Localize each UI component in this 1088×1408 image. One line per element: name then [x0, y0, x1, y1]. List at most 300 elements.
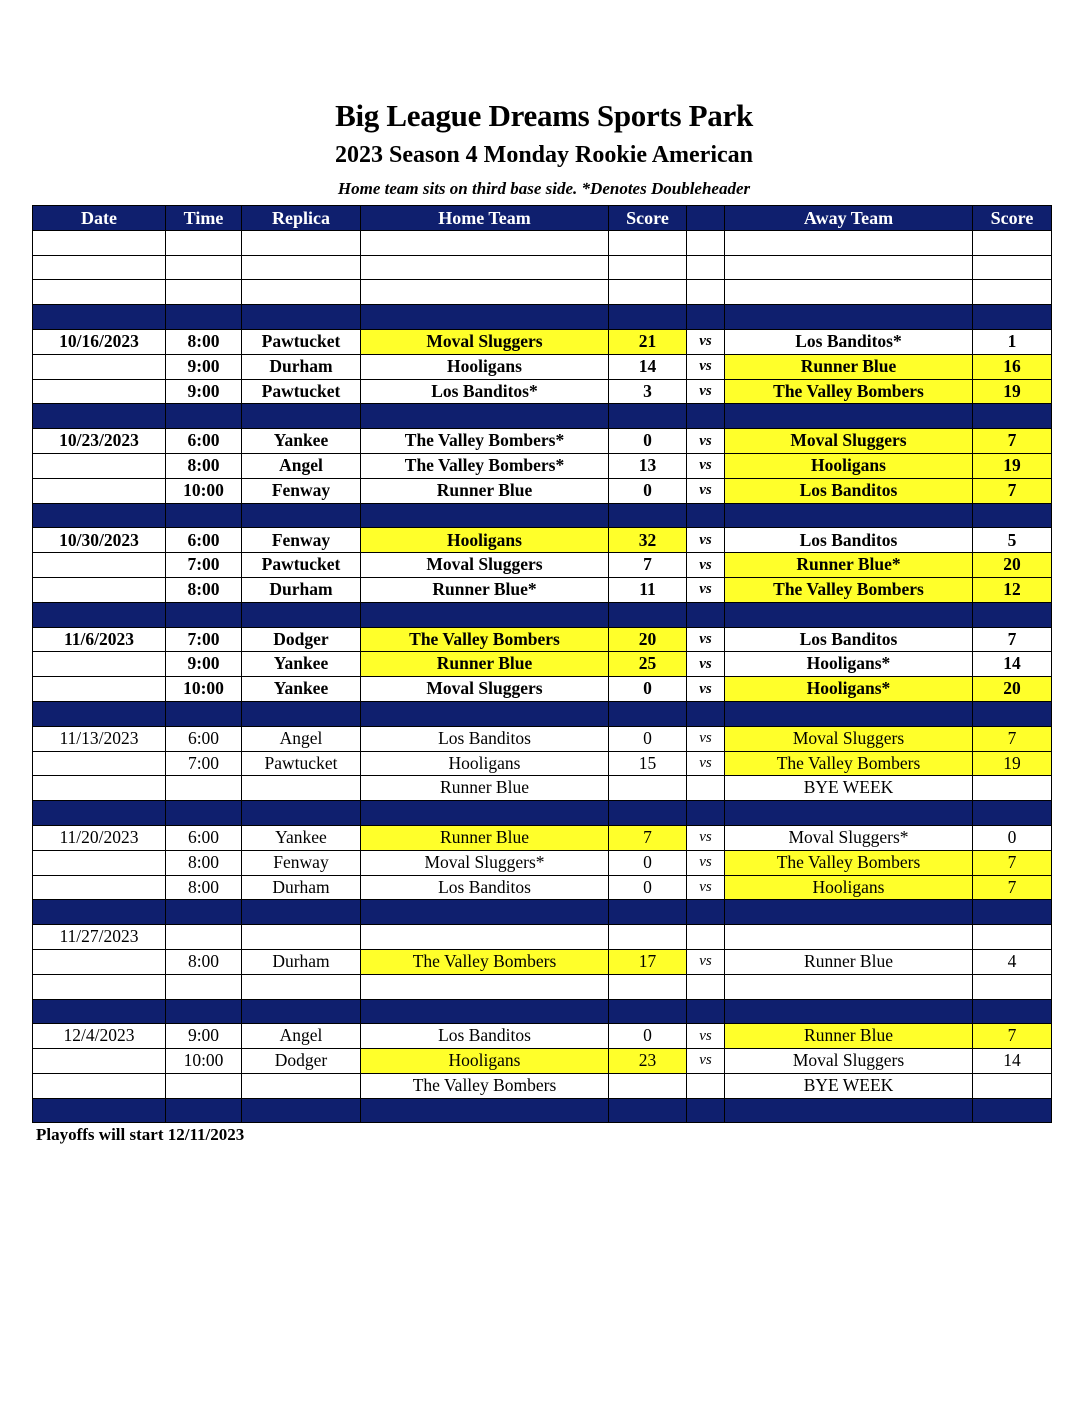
home-team-cell: Los Banditos	[361, 726, 609, 751]
home-team-cell: Hooligans	[361, 354, 609, 379]
col-replica: Replica	[242, 206, 361, 231]
game-row	[33, 1024, 1052, 1049]
away-score-cell: 19	[973, 453, 1052, 478]
time-cell: 8:00	[166, 577, 242, 602]
col-time: Time	[166, 206, 242, 231]
away-team-cell: BYE WEEK	[725, 1073, 973, 1098]
home-team-cell	[361, 255, 609, 280]
vs-cell	[687, 776, 725, 801]
replica-cell: Yankee	[242, 652, 361, 677]
vs-cell	[687, 230, 725, 255]
home-team-cell: Hooligans	[361, 751, 609, 776]
away-team-cell: Runner Blue	[725, 354, 973, 379]
away-score-cell: 12	[973, 577, 1052, 602]
vs-cell: vs	[687, 453, 725, 478]
replica-cell	[242, 280, 361, 305]
home-team-cell	[361, 925, 609, 950]
home-score-cell: 32	[609, 528, 687, 553]
date-cell: 10/16/2023	[33, 329, 166, 354]
col-away-score: Score	[973, 206, 1052, 231]
blank-row	[33, 280, 1052, 305]
replica-cell: Angel	[242, 453, 361, 478]
away-score-cell: 7	[973, 1024, 1052, 1049]
replica-cell: Pawtucket	[242, 751, 361, 776]
vs-cell	[687, 925, 725, 950]
time-cell	[166, 1073, 242, 1098]
home-team-cell: Moval Sluggers*	[361, 850, 609, 875]
date-cell	[33, 404, 166, 429]
home-score-cell	[609, 602, 687, 627]
away-score-cell: 1	[973, 329, 1052, 354]
replica-cell: Fenway	[242, 478, 361, 503]
replica-cell: Yankee	[242, 677, 361, 702]
game-row	[33, 677, 1052, 702]
date-cell	[33, 875, 166, 900]
home-score-cell	[609, 701, 687, 726]
vs-cell	[687, 900, 725, 925]
away-team-cell: Los Banditos	[725, 478, 973, 503]
time-cell	[166, 1098, 242, 1123]
date-cell	[33, 677, 166, 702]
page-subtitle: 2023 Season 4 Monday Rookie American	[334, 142, 753, 168]
date-cell	[33, 949, 166, 974]
home-score-cell: 25	[609, 652, 687, 677]
game-row	[33, 751, 1052, 776]
vs-cell: vs	[687, 1049, 725, 1074]
away-score-cell: 20	[973, 677, 1052, 702]
time-cell: 9:00	[166, 379, 242, 404]
replica-cell	[242, 925, 361, 950]
away-score-cell	[973, 974, 1052, 999]
date-cell	[33, 776, 166, 801]
replica-cell	[242, 230, 361, 255]
home-score-cell: 0	[609, 875, 687, 900]
time-cell: 6:00	[166, 429, 242, 454]
away-score-cell: 19	[973, 379, 1052, 404]
week-separator-row	[33, 305, 1052, 330]
game-row	[33, 1049, 1052, 1074]
away-team-cell: Los Banditos	[725, 627, 973, 652]
date-cell	[33, 652, 166, 677]
away-team-cell	[725, 925, 973, 950]
home-team-cell: The Valley Bombers	[361, 1073, 609, 1098]
away-team-cell: Runner Blue	[725, 1024, 973, 1049]
away-team-cell: Los Banditos	[725, 528, 973, 553]
time-cell: 6:00	[166, 726, 242, 751]
away-team-cell	[725, 280, 973, 305]
away-score-cell	[973, 305, 1052, 330]
date-cell	[33, 850, 166, 875]
away-score-cell	[973, 1073, 1052, 1098]
date-cell	[33, 280, 166, 305]
replica-cell	[242, 404, 361, 429]
home-team-cell: Los Banditos	[361, 1024, 609, 1049]
home-score-cell: 23	[609, 1049, 687, 1074]
game-row	[33, 925, 1052, 950]
time-cell: 8:00	[166, 453, 242, 478]
away-team-cell	[725, 305, 973, 330]
away-team-cell	[725, 900, 973, 925]
away-team-cell	[725, 503, 973, 528]
time-cell: 10:00	[166, 478, 242, 503]
vs-cell: vs	[687, 949, 725, 974]
date-cell	[33, 900, 166, 925]
date-cell: 12/4/2023	[33, 1024, 166, 1049]
playoffs-note: Playoffs will start 12/11/2023	[36, 1125, 245, 1144]
date-cell	[33, 751, 166, 776]
away-team-cell: Moval Sluggers	[725, 726, 973, 751]
time-cell	[166, 503, 242, 528]
replica-cell: Durham	[242, 875, 361, 900]
away-score-cell	[973, 503, 1052, 528]
away-team-cell	[725, 404, 973, 429]
home-team-cell: Runner Blue	[361, 776, 609, 801]
vs-cell	[687, 999, 725, 1024]
home-team-cell: The Valley Bombers	[361, 949, 609, 974]
home-team-cell	[361, 999, 609, 1024]
away-score-cell: 4	[973, 949, 1052, 974]
replica-cell: Durham	[242, 354, 361, 379]
time-cell: 9:00	[166, 354, 242, 379]
home-score-cell: 0	[609, 1024, 687, 1049]
replica-cell	[242, 1098, 361, 1123]
replica-cell	[242, 701, 361, 726]
vs-cell	[687, 1098, 725, 1123]
header-row	[33, 206, 1052, 231]
time-cell	[166, 925, 242, 950]
game-row	[33, 825, 1052, 850]
home-score-cell	[609, 1098, 687, 1123]
away-team-cell	[725, 255, 973, 280]
date-cell	[33, 1098, 166, 1123]
home-score-cell: 7	[609, 825, 687, 850]
date-cell	[33, 255, 166, 280]
vs-cell	[687, 503, 725, 528]
away-score-cell: 14	[973, 652, 1052, 677]
away-team-cell: The Valley Bombers	[725, 850, 973, 875]
away-score-cell: 7	[973, 429, 1052, 454]
vs-cell: vs	[687, 627, 725, 652]
away-score-cell: 14	[973, 1049, 1052, 1074]
date-cell: 11/13/2023	[33, 726, 166, 751]
replica-cell: Dodger	[242, 627, 361, 652]
col-date: Date	[33, 206, 166, 231]
page-title: Big League Dreams Sports Park	[335, 98, 753, 133]
home-team-cell	[361, 900, 609, 925]
away-score-cell: 0	[973, 825, 1052, 850]
home-team-cell	[361, 305, 609, 330]
replica-cell	[242, 503, 361, 528]
replica-cell: Yankee	[242, 429, 361, 454]
date-cell: 11/6/2023	[33, 627, 166, 652]
home-team-cell: Moval Sluggers	[361, 553, 609, 578]
game-row	[33, 528, 1052, 553]
away-team-cell: Hooligans	[725, 875, 973, 900]
replica-cell	[242, 602, 361, 627]
week-separator-row	[33, 1098, 1052, 1123]
home-team-cell: Runner Blue	[361, 478, 609, 503]
home-score-cell: 0	[609, 726, 687, 751]
home-team-cell: Hooligans	[361, 528, 609, 553]
home-score-cell	[609, 925, 687, 950]
date-cell	[33, 453, 166, 478]
away-team-cell: Runner Blue	[725, 949, 973, 974]
replica-cell: Angel	[242, 1024, 361, 1049]
away-score-cell	[973, 801, 1052, 826]
replica-cell: Pawtucket	[242, 553, 361, 578]
vs-cell: vs	[687, 875, 725, 900]
home-score-cell	[609, 900, 687, 925]
date-cell	[33, 379, 166, 404]
game-row	[33, 379, 1052, 404]
away-team-cell: The Valley Bombers	[725, 379, 973, 404]
time-cell	[166, 255, 242, 280]
date-cell	[33, 305, 166, 330]
away-score-cell: 19	[973, 751, 1052, 776]
away-team-cell: Hooligans*	[725, 652, 973, 677]
home-team-cell	[361, 404, 609, 429]
home-team-cell: The Valley Bombers	[361, 627, 609, 652]
replica-cell	[242, 776, 361, 801]
time-cell	[166, 776, 242, 801]
date-cell	[33, 577, 166, 602]
away-score-cell	[973, 255, 1052, 280]
home-score-cell: 11	[609, 577, 687, 602]
home-team-cell	[361, 701, 609, 726]
home-score-cell	[609, 255, 687, 280]
replica-cell: Pawtucket	[242, 329, 361, 354]
away-team-cell: BYE WEEK	[725, 776, 973, 801]
home-score-cell: 20	[609, 627, 687, 652]
replica-cell: Durham	[242, 577, 361, 602]
home-team-cell: Runner Blue*	[361, 577, 609, 602]
home-team-cell: Moval Sluggers	[361, 329, 609, 354]
away-score-cell	[973, 280, 1052, 305]
home-team-cell	[361, 280, 609, 305]
away-score-cell	[973, 1098, 1052, 1123]
vs-cell	[687, 280, 725, 305]
replica-cell: Durham	[242, 949, 361, 974]
away-team-cell: The Valley Bombers	[725, 577, 973, 602]
week-separator-row	[33, 404, 1052, 429]
replica-cell: Fenway	[242, 850, 361, 875]
time-cell: 8:00	[166, 949, 242, 974]
week-separator-row	[33, 801, 1052, 826]
away-score-cell	[973, 602, 1052, 627]
away-score-cell: 20	[973, 553, 1052, 578]
col-home-team: Home Team	[361, 206, 609, 231]
home-team-cell: Los Banditos*	[361, 379, 609, 404]
date-cell	[33, 503, 166, 528]
vs-cell: vs	[687, 751, 725, 776]
game-row	[33, 577, 1052, 602]
date-cell: 11/20/2023	[33, 825, 166, 850]
time-cell: 9:00	[166, 652, 242, 677]
away-score-cell: 5	[973, 528, 1052, 553]
replica-cell: Pawtucket	[242, 379, 361, 404]
home-score-cell: 0	[609, 850, 687, 875]
home-score-cell	[609, 974, 687, 999]
vs-cell: vs	[687, 825, 725, 850]
col-away-team: Away Team	[725, 206, 973, 231]
home-score-cell: 0	[609, 429, 687, 454]
time-cell: 6:00	[166, 528, 242, 553]
home-team-cell: The Valley Bombers*	[361, 429, 609, 454]
home-score-cell	[609, 230, 687, 255]
blank-row	[33, 230, 1052, 255]
vs-cell: vs	[687, 329, 725, 354]
date-cell: 10/23/2023	[33, 429, 166, 454]
away-team-cell	[725, 801, 973, 826]
date-cell	[33, 354, 166, 379]
time-cell	[166, 999, 242, 1024]
home-team-cell	[361, 602, 609, 627]
time-cell: 6:00	[166, 825, 242, 850]
game-row	[33, 553, 1052, 578]
time-cell	[166, 701, 242, 726]
time-cell	[166, 900, 242, 925]
date-cell: 11/27/2023	[33, 925, 166, 950]
home-score-cell: 0	[609, 478, 687, 503]
time-cell: 10:00	[166, 1049, 242, 1074]
time-cell	[166, 305, 242, 330]
home-score-cell: 7	[609, 553, 687, 578]
time-cell	[166, 801, 242, 826]
date-cell	[33, 974, 166, 999]
schedule-table	[32, 205, 1052, 1123]
away-score-cell: 16	[973, 354, 1052, 379]
away-score-cell	[973, 925, 1052, 950]
home-team-cell: Los Banditos	[361, 875, 609, 900]
home-score-cell: 17	[609, 949, 687, 974]
home-team-cell	[361, 974, 609, 999]
away-team-cell: Moval Sluggers	[725, 429, 973, 454]
date-cell	[33, 1073, 166, 1098]
time-cell	[166, 230, 242, 255]
time-cell: 7:00	[166, 627, 242, 652]
home-team-cell: The Valley Bombers*	[361, 453, 609, 478]
vs-cell: vs	[687, 528, 725, 553]
vs-cell: vs	[687, 652, 725, 677]
home-score-cell: 15	[609, 751, 687, 776]
vs-cell: vs	[687, 379, 725, 404]
vs-cell	[687, 602, 725, 627]
time-cell: 7:00	[166, 553, 242, 578]
replica-cell	[242, 801, 361, 826]
replica-cell	[242, 1073, 361, 1098]
home-score-cell	[609, 801, 687, 826]
time-cell: 8:00	[166, 850, 242, 875]
vs-cell	[687, 701, 725, 726]
home-team-cell	[361, 801, 609, 826]
date-cell	[33, 478, 166, 503]
date-cell	[33, 230, 166, 255]
away-score-cell: 7	[973, 726, 1052, 751]
home-score-cell: 0	[609, 677, 687, 702]
game-row	[33, 429, 1052, 454]
time-cell	[166, 280, 242, 305]
week-separator-row	[33, 900, 1052, 925]
away-score-cell	[973, 999, 1052, 1024]
date-cell	[33, 602, 166, 627]
date-cell	[33, 999, 166, 1024]
date-cell	[33, 701, 166, 726]
home-team-cell	[361, 503, 609, 528]
replica-cell	[242, 255, 361, 280]
vs-cell	[687, 305, 725, 330]
date-cell	[33, 801, 166, 826]
date-cell	[33, 553, 166, 578]
home-score-cell	[609, 999, 687, 1024]
time-cell	[166, 602, 242, 627]
away-team-cell	[725, 974, 973, 999]
vs-cell: vs	[687, 553, 725, 578]
time-cell: 9:00	[166, 1024, 242, 1049]
home-score-cell	[609, 1073, 687, 1098]
time-cell	[166, 404, 242, 429]
time-cell: 8:00	[166, 875, 242, 900]
home-score-cell: 3	[609, 379, 687, 404]
blank-row	[33, 255, 1052, 280]
game-row	[33, 1073, 1052, 1098]
game-row	[33, 627, 1052, 652]
home-team-cell: Moval Sluggers	[361, 677, 609, 702]
vs-cell	[687, 974, 725, 999]
replica-cell: Dodger	[242, 1049, 361, 1074]
game-row	[33, 354, 1052, 379]
away-team-cell: Hooligans	[725, 453, 973, 478]
vs-cell	[687, 801, 725, 826]
away-team-cell: Los Banditos*	[725, 329, 973, 354]
away-team-cell: The Valley Bombers	[725, 751, 973, 776]
game-row	[33, 875, 1052, 900]
time-cell: 10:00	[166, 677, 242, 702]
time-cell	[166, 974, 242, 999]
away-score-cell	[973, 776, 1052, 801]
home-score-cell	[609, 305, 687, 330]
game-row	[33, 453, 1052, 478]
home-team-cell: Hooligans	[361, 1049, 609, 1074]
blank-row	[33, 974, 1052, 999]
date-cell	[33, 1049, 166, 1074]
away-team-cell	[725, 999, 973, 1024]
vs-cell: vs	[687, 577, 725, 602]
vs-cell: vs	[687, 478, 725, 503]
schedule-body	[33, 230, 1052, 1123]
vs-cell: vs	[687, 1024, 725, 1049]
away-score-cell: 7	[973, 850, 1052, 875]
away-score-cell: 7	[973, 478, 1052, 503]
week-separator-row	[33, 701, 1052, 726]
col-home-score: Score	[609, 206, 687, 231]
game-row	[33, 726, 1052, 751]
game-row	[33, 850, 1052, 875]
home-score-cell	[609, 776, 687, 801]
away-score-cell	[973, 900, 1052, 925]
vs-cell: vs	[687, 677, 725, 702]
vs-cell	[687, 404, 725, 429]
home-team-cell: Runner Blue	[361, 825, 609, 850]
schedule-note: Home team sits on third base side. *Denotes Doubleheader	[337, 179, 751, 198]
week-separator-row	[33, 602, 1052, 627]
away-score-cell: 7	[973, 875, 1052, 900]
home-score-cell: 21	[609, 329, 687, 354]
game-row	[33, 776, 1052, 801]
home-score-cell	[609, 503, 687, 528]
away-team-cell	[725, 701, 973, 726]
game-row	[33, 329, 1052, 354]
away-team-cell: Moval Sluggers	[725, 1049, 973, 1074]
